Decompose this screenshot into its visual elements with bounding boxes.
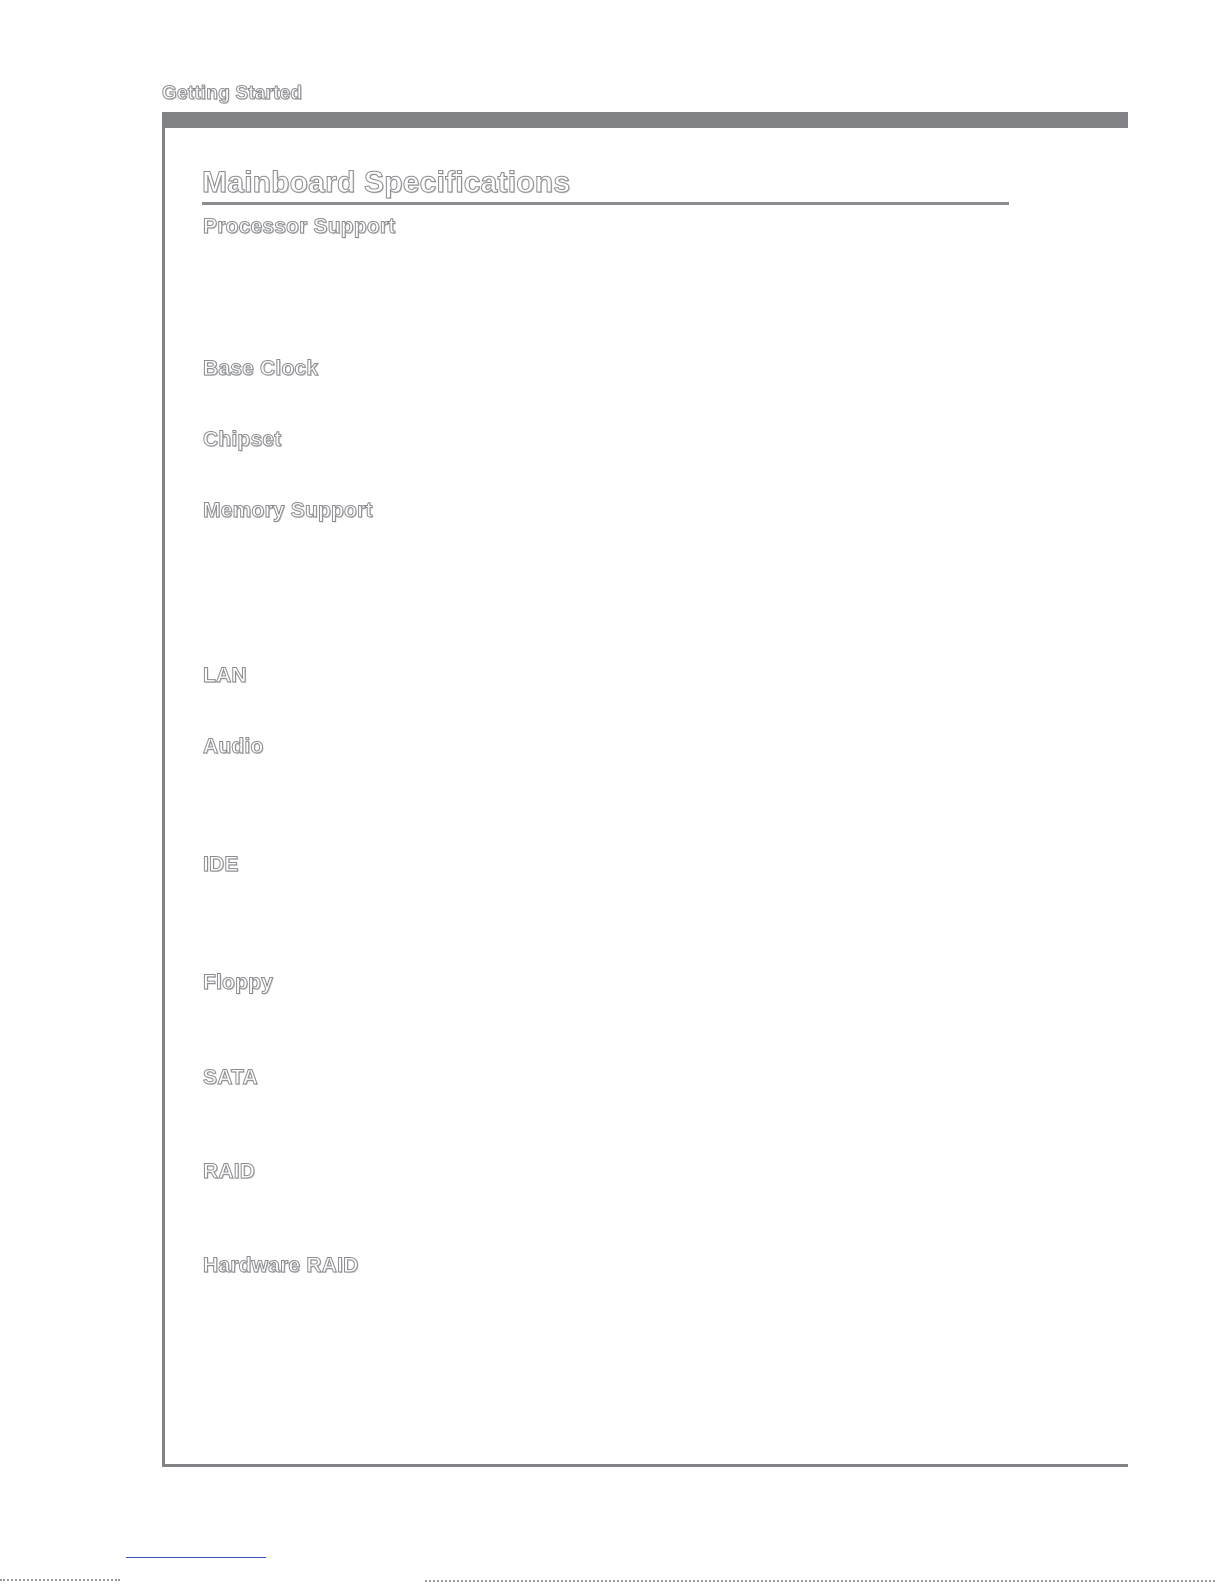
header-bar: [162, 112, 1128, 128]
footer-dotted-rule-left: [0, 1579, 120, 1581]
section-heading-chipset: Chipset: [203, 428, 282, 451]
section-heading-base-clock: Base Clock: [203, 357, 319, 380]
footer-dotted-rule-right: [425, 1580, 1215, 1582]
section-heading-ide: IDE: [203, 853, 239, 876]
section-heading-lan: LAN: [203, 664, 247, 687]
title-underline: [202, 202, 1009, 205]
frame-bottom-border: [162, 1464, 1128, 1467]
section-heading-audio: Audio: [203, 735, 264, 758]
footer-link-underline: [126, 1557, 266, 1558]
frame-left-border: [162, 112, 165, 1467]
running-header: Getting Started: [162, 83, 303, 104]
section-heading-memory-support: Memory Support: [203, 499, 373, 522]
section-heading-sata: SATA: [203, 1066, 258, 1089]
page-title: Mainboard Specifications: [202, 166, 571, 199]
section-heading-raid: RAID: [203, 1160, 256, 1183]
section-heading-floppy: Floppy: [203, 971, 274, 994]
section-heading-hardware-raid: Hardware RAID: [203, 1254, 359, 1277]
section-heading-processor-support: Processor Support: [203, 215, 396, 238]
